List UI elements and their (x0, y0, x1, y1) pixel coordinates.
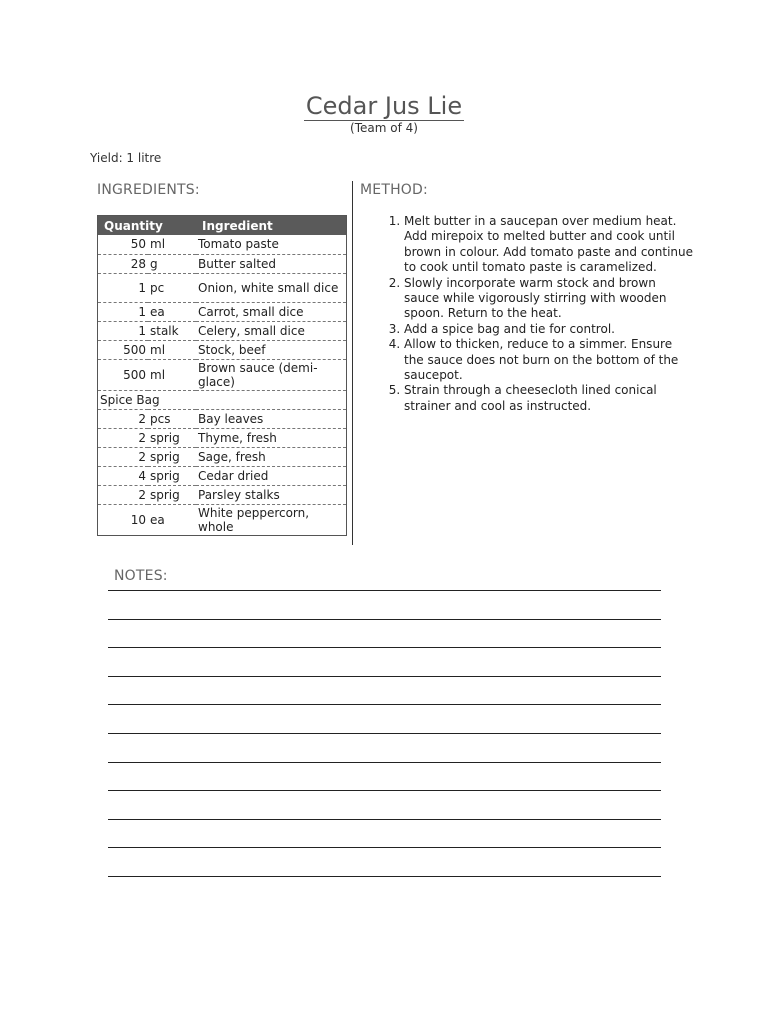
ingredient-name: Carrot, small dice (196, 302, 347, 321)
ingredients-heading: INGREDIENTS: (97, 182, 200, 198)
method-heading: METHOD: (360, 182, 428, 198)
ingredient-name: White peppercorn, whole (198, 505, 310, 534)
column-divider (352, 181, 353, 545)
notes-heading: NOTES: (114, 568, 168, 584)
ingredient-unit: sprig (148, 447, 196, 466)
ingredient-quantity: 10 (130, 512, 146, 527)
ingredient-name: Parsley stalks (196, 485, 347, 504)
ingredient-row (98, 485, 347, 504)
notes-rule-line (108, 847, 661, 848)
ingredient-name: Thyme, fresh (196, 428, 347, 447)
recipe-yield: Yield: 1 litre (90, 151, 162, 165)
ingredient-quantity: 28 (98, 254, 149, 273)
notes-rule-line (108, 790, 661, 791)
notes-rule-line (108, 819, 661, 820)
ingredient-name: Brown sauce (demi-glace) (196, 359, 347, 390)
quantity-column-header: Quantity (98, 216, 197, 236)
ingredient-name: Celery, small dice (196, 321, 347, 340)
notes-rule-line (108, 619, 661, 620)
ingredient-name: Bay leaves (196, 409, 347, 428)
ingredient-quantity: 2 (98, 485, 149, 504)
ingredient-unit: sprig (148, 428, 196, 447)
recipe-subtitle: (Team of 4) (350, 121, 418, 135)
ingredient-name: Sage, fresh (196, 447, 347, 466)
ingredient-row (98, 254, 347, 273)
method-step: 1. Melt butter in a saucepan over medium heat. Add mirepoix to melted butter and cook until brown in colour. Add tomato paste and continue to cook until tomato paste is caramelized. (404, 214, 694, 276)
ingredient-row (98, 273, 347, 302)
ingredient-unit: pcs (148, 409, 196, 428)
ingredient-row (98, 504, 347, 535)
ingredients-table-header (98, 216, 347, 236)
ingredient-quantity: 2 (98, 409, 149, 428)
ingredient-quantity: 1 (98, 273, 149, 302)
ingredient-name: Butter salted (196, 254, 347, 273)
ingredient-column-header: Ingredient (196, 216, 347, 236)
ingredient-unit: pc (148, 273, 196, 302)
ingredient-quantity: 1 (98, 321, 149, 340)
notes-rule-line (108, 876, 661, 877)
ingredient-row (98, 359, 347, 390)
ingredient-name: Tomato paste (196, 235, 347, 254)
recipe-title (0, 92, 768, 120)
ingredient-name: Cedar dried (196, 466, 347, 485)
notes-rule-line (108, 733, 661, 734)
ingredient-unit: ml (148, 235, 196, 254)
ingredient-unit: ea (148, 302, 196, 321)
ingredient-unit: ea (150, 512, 165, 527)
ingredient-quantity: 1 (98, 302, 149, 321)
ingredient-unit: ml (148, 340, 196, 359)
ingredient-name: Stock, beef (196, 340, 347, 359)
ingredient-quantity: 4 (98, 466, 149, 485)
ingredient-unit: ml (148, 359, 196, 390)
method-step: 3. Add a spice bag and tie for control. (404, 322, 694, 337)
ingredient-unit: stalk (148, 321, 196, 340)
ingredient-quantity: 500 (98, 340, 149, 359)
ingredient-quantity: 2 (98, 428, 149, 447)
ingredient-row (98, 409, 347, 428)
ingredient-group-row (98, 390, 347, 409)
recipe-title-text: Cedar Jus Lie (305, 92, 463, 120)
ingredient-group-label: Spice Bag (98, 390, 347, 409)
notes-rule-line (108, 590, 661, 591)
ingredient-row (98, 302, 347, 321)
ingredient-row (98, 321, 347, 340)
ingredient-quantity: 2 (98, 447, 149, 466)
ingredient-row (98, 235, 347, 254)
method-step: 5. Strain through a cheesecloth lined conical strainer and cool as instructed. (404, 383, 694, 414)
notes-rule-line (108, 762, 661, 763)
ingredient-quantity: 50 (98, 235, 149, 254)
ingredient-row (98, 428, 347, 447)
ingredient-quantity: 500 (98, 359, 149, 390)
ingredient-row (98, 340, 347, 359)
notes-rule-line (108, 704, 661, 705)
ingredients-table-body (98, 235, 347, 535)
notes-rule-line (108, 676, 661, 677)
ingredients-table (97, 215, 347, 536)
method-step: 2. Slowly incorporate warm stock and brown sauce while vigorously stirring with wooden spoon. Return to the heat. (404, 276, 694, 322)
notes-rule-line (108, 647, 661, 648)
method-step: 4. Allow to thicken, reduce to a simmer. Ensure the sauce does not burn on the bottom of the saucepot. (404, 337, 694, 383)
ingredient-unit: g (148, 254, 196, 273)
method-steps (372, 214, 694, 414)
ingredient-row (98, 447, 347, 466)
ingredient-unit: sprig (148, 485, 196, 504)
ingredient-unit: sprig (148, 466, 196, 485)
ingredient-name: Onion, white small dice (196, 273, 347, 302)
ingredient-row (98, 466, 347, 485)
